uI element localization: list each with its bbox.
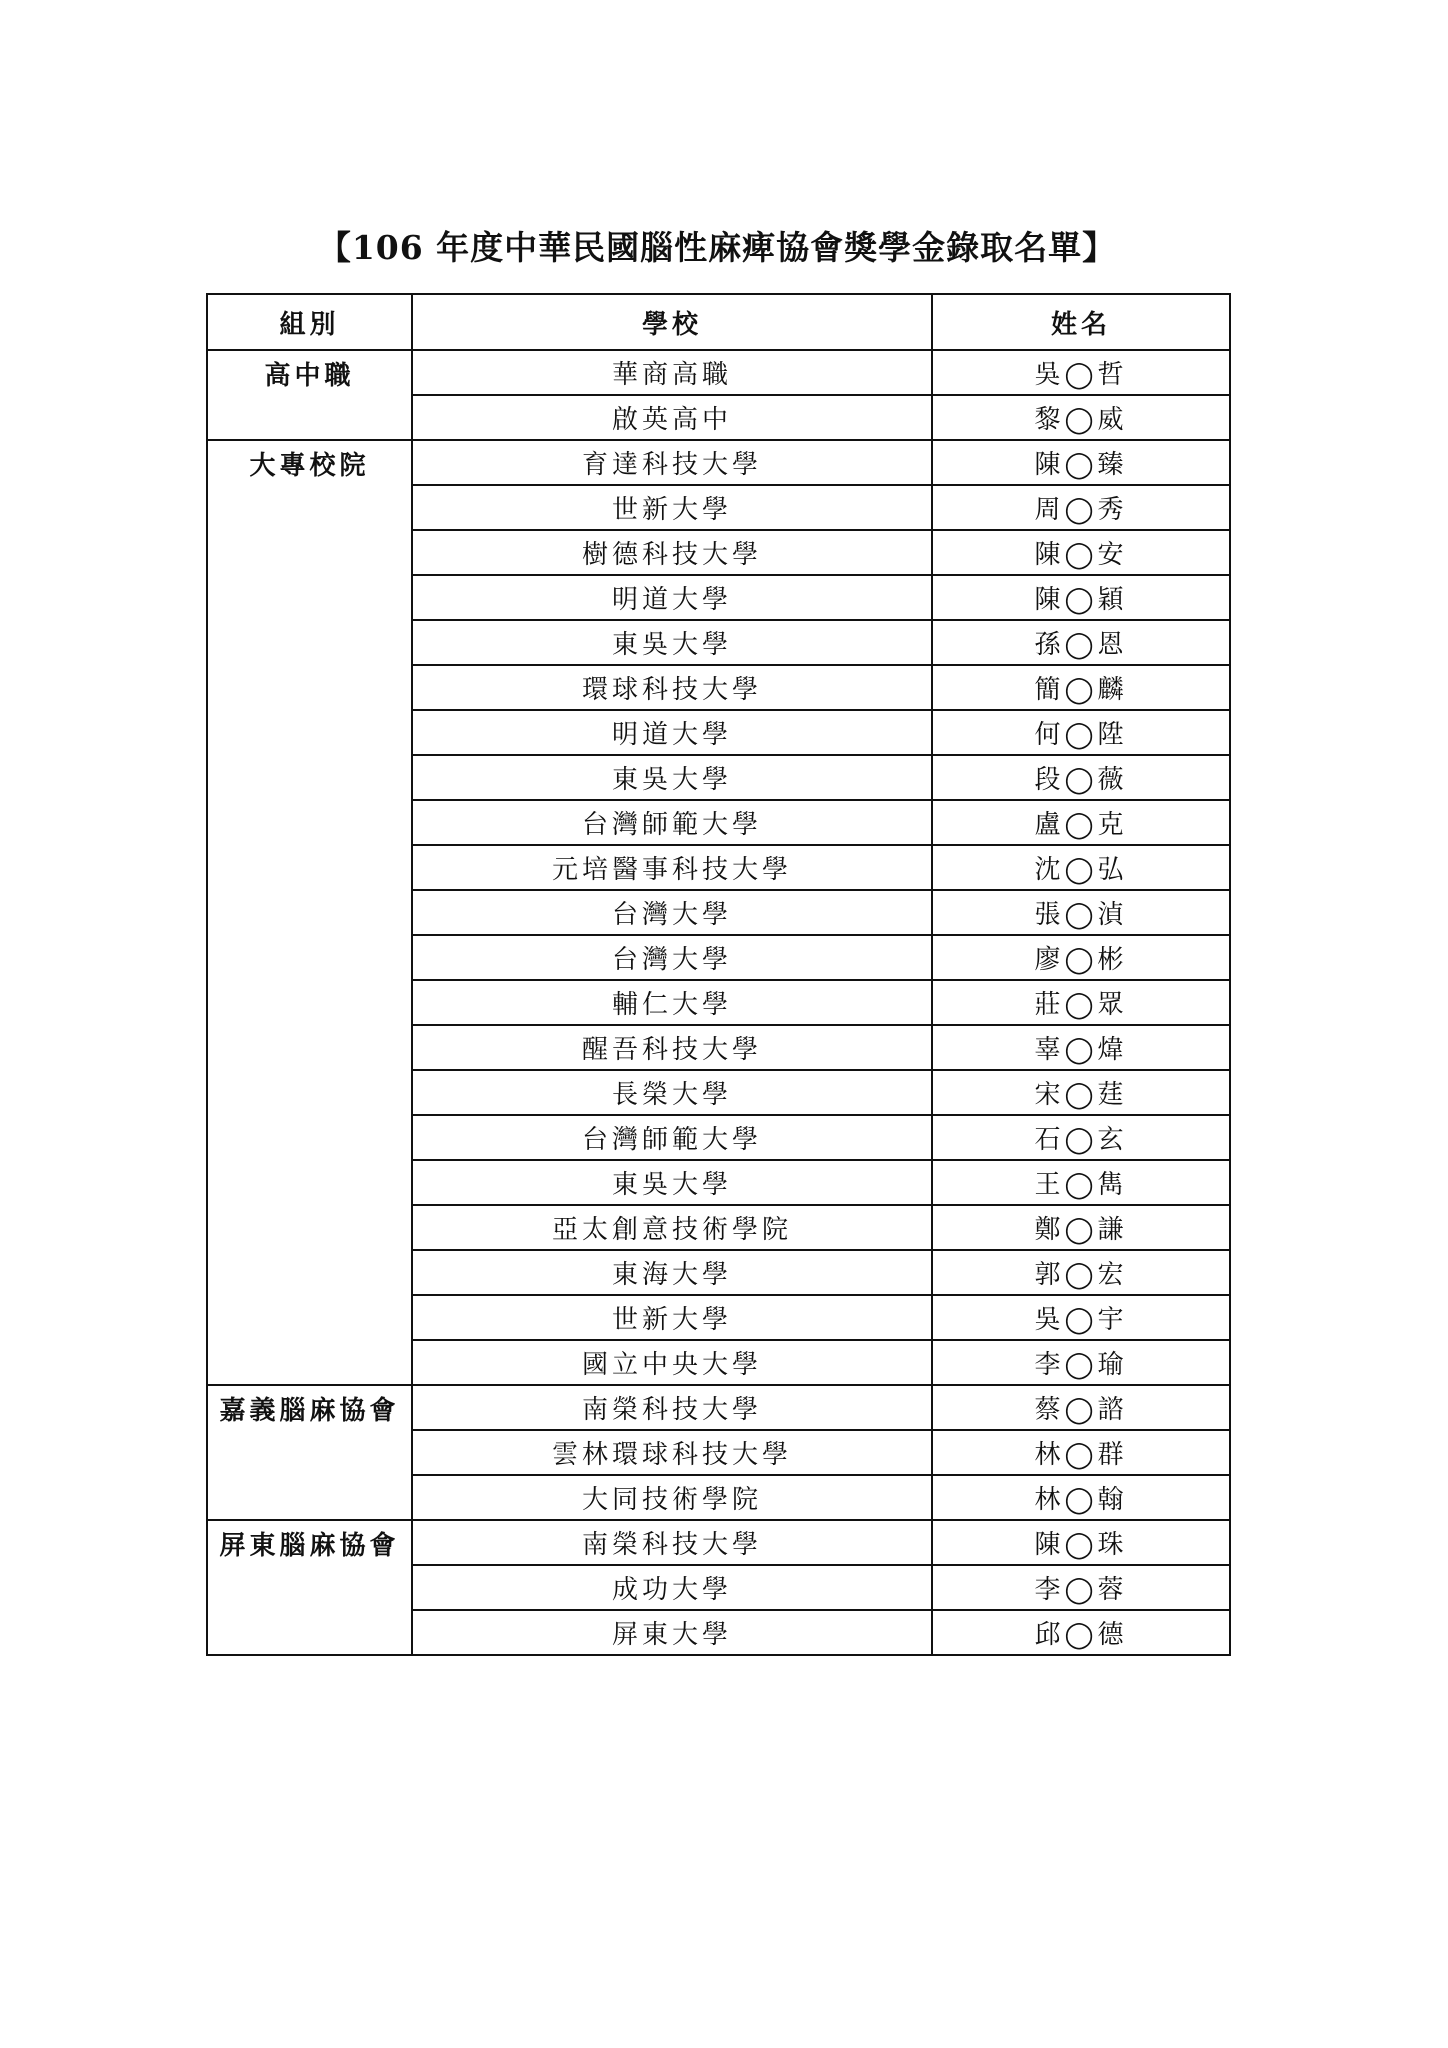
scholarship-table — [206, 293, 1231, 1656]
name-cell: 石◯玄 — [932, 1115, 1230, 1160]
name-cell: 王◯雋 — [932, 1160, 1230, 1205]
name-cell: 陳◯穎 — [932, 575, 1230, 620]
name-cell: 郭◯宏 — [932, 1250, 1230, 1295]
school-cell: 雲林環球科技大學 — [412, 1430, 932, 1475]
name-cell: 林◯翰 — [932, 1475, 1230, 1520]
table-header — [207, 294, 1230, 350]
school-cell: 東吳大學 — [412, 1160, 932, 1205]
school-cell: 東吳大學 — [412, 755, 932, 800]
school-cell: 南榮科技大學 — [412, 1385, 932, 1430]
school-cell: 東吳大學 — [412, 620, 932, 665]
name-cell: 宋◯莛 — [932, 1070, 1230, 1115]
school-cell: 亞太創意技術學院 — [412, 1205, 932, 1250]
name-cell: 李◯蓉 — [932, 1565, 1230, 1610]
name-cell: 李◯瑜 — [932, 1340, 1230, 1385]
school-cell: 台灣大學 — [412, 935, 932, 980]
school-cell: 育達科技大學 — [412, 440, 932, 485]
name-cell: 吳◯哲 — [932, 350, 1230, 395]
name-cell: 盧◯克 — [932, 800, 1230, 845]
page-title: 【106 年度中華民國腦性麻痺協會獎學金錄取名單】 — [317, 228, 1117, 267]
school-cell: 台灣師範大學 — [412, 1115, 932, 1160]
group-label: 屏東腦麻協會 — [207, 1520, 412, 1655]
header-school: 學校 — [412, 294, 932, 350]
school-cell: 醒吾科技大學 — [412, 1025, 932, 1070]
name-cell: 陳◯臻 — [932, 440, 1230, 485]
group-label: 嘉義腦麻協會 — [207, 1385, 412, 1520]
school-cell: 屏東大學 — [412, 1610, 932, 1655]
name-cell: 陳◯珠 — [932, 1520, 1230, 1565]
header-group: 組別 — [207, 294, 412, 350]
table-body — [207, 350, 1230, 1655]
name-cell: 蔡◯諮 — [932, 1385, 1230, 1430]
school-cell: 台灣大學 — [412, 890, 932, 935]
table-row — [207, 440, 1230, 485]
table-row — [207, 1520, 1230, 1565]
name-cell: 周◯秀 — [932, 485, 1230, 530]
school-cell: 明道大學 — [412, 710, 932, 755]
name-cell: 張◯湞 — [932, 890, 1230, 935]
name-cell: 簡◯麟 — [932, 665, 1230, 710]
school-cell: 明道大學 — [412, 575, 932, 620]
school-cell: 環球科技大學 — [412, 665, 932, 710]
name-cell: 段◯薇 — [932, 755, 1230, 800]
school-cell: 國立中央大學 — [412, 1340, 932, 1385]
school-cell: 元培醫事科技大學 — [412, 845, 932, 890]
school-cell: 華商高職 — [412, 350, 932, 395]
table-row — [207, 350, 1230, 395]
school-cell: 南榮科技大學 — [412, 1520, 932, 1565]
school-cell: 東海大學 — [412, 1250, 932, 1295]
header-row — [207, 294, 1230, 350]
name-cell: 邱◯德 — [932, 1610, 1230, 1655]
school-cell: 世新大學 — [412, 1295, 932, 1340]
school-cell: 世新大學 — [412, 485, 932, 530]
school-cell: 長榮大學 — [412, 1070, 932, 1115]
group-label: 大專校院 — [207, 440, 412, 1385]
name-cell: 吳◯宇 — [932, 1295, 1230, 1340]
name-cell: 何◯陞 — [932, 710, 1230, 755]
table-row — [207, 1385, 1230, 1430]
name-cell: 鄭◯謙 — [932, 1205, 1230, 1250]
school-cell: 啟英高中 — [412, 395, 932, 440]
group-label: 高中職 — [207, 350, 412, 440]
school-cell: 台灣師範大學 — [412, 800, 932, 845]
school-cell: 成功大學 — [412, 1565, 932, 1610]
school-cell: 輔仁大學 — [412, 980, 932, 1025]
name-cell: 廖◯彬 — [932, 935, 1230, 980]
name-cell: 林◯群 — [932, 1430, 1230, 1475]
header-name: 姓名 — [932, 294, 1230, 350]
school-cell: 樹德科技大學 — [412, 530, 932, 575]
name-cell: 莊◯眾 — [932, 980, 1230, 1025]
school-cell: 大同技術學院 — [412, 1475, 932, 1520]
name-cell: 陳◯安 — [932, 530, 1230, 575]
name-cell: 孫◯恩 — [932, 620, 1230, 665]
name-cell: 沈◯弘 — [932, 845, 1230, 890]
name-cell: 黎◯威 — [932, 395, 1230, 440]
name-cell: 辜◯煒 — [932, 1025, 1230, 1070]
